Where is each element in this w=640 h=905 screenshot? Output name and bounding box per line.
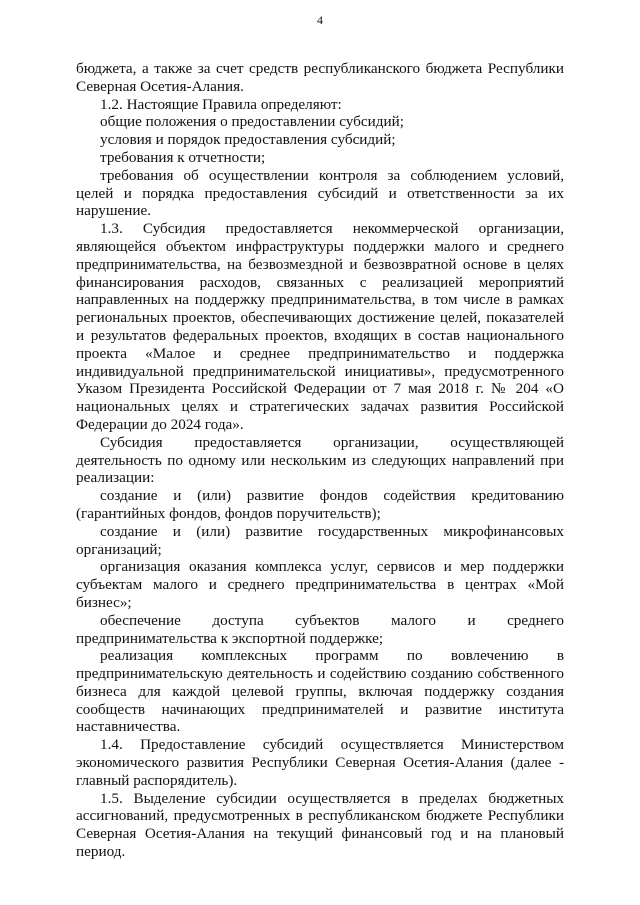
paragraph-1-5: 1.5. Выделение субсидии осуществляется в пределах бюджетных ассигнований, предусмотренных в республиканском бюджете Республики Северная Осетия-Алания на текущий финансовый год и на плановый период. [76,789,564,861]
list-item-export-support: обеспечение доступа субъектов малого и среднего предпринимательства к экспортной поддержке; [76,611,564,647]
paragraph-1-4: 1.4. Предоставление субсидий осуществляется Министерством экономического развития Республики Северная Осетия-Алания (далее - главный распорядитель). [76,736,564,789]
list-item-credit-funds: создание и (или) развитие фондов содействия кредитованию (гарантийных фондов, фондов поручительств); [76,487,564,522]
paragraph-directions-intro: Субсидия предоставляется организации, осуществляющей деятельность по одному или нескольким из следующих направлений при реализации: [76,433,564,487]
list-item-control: требования об осуществлении контроля за соблюдением условий, целей и порядка предоставления субсидий и ответственности за их нарушение. [76,166,564,220]
list-item-general-provisions: общие положения о предоставлении субсидий; [100,113,404,131]
paragraph-budget-continuation: бюджета, а также за счет средств республиканского бюджета Республики Северная Осетия-Алания. [76,60,564,95]
list-item-my-business-centers: организация оказания комплекса услуг, сервисов и мер поддержки субъектам малого и среднего предпринимательства в центрах «Мой бизнес»; [76,558,564,611]
page-number: 4 [317,13,323,27]
paragraph-1-3: 1.3. Субсидия предоставляется некоммерческой организации, являющейся объектом инфраструктуры поддержки малого и среднего предпринимательства, на безвозмездной и безвозвратной основе в целях финансирования расходов, связанных с реализацией мероприятий направленных на поддержку предпринимательства, в том числе в рамках региональных проектов, обеспечивающих достижение целей, показателей и результатов федеральных проектов, входящих в состав национального проекта «Малое и среднее предпринимательство и поддержка индивидуальной предпринимательской инициативы», предусмотренного Указом Президента Российской Федерации от 7 мая 2018 г. № 204 «О национальных целях и стратегических задачах развития Российской Федерации до 2024 года». [76,220,564,433]
paragraph-1-2: 1.2. Настоящие Правила определяют: [100,95,342,113]
document-body [76,60,564,861]
list-item-conditions: условия и порядок предоставления субсидий; [100,131,396,149]
list-item-reporting: требования к отчетности; [100,148,266,166]
list-item-complex-programs: реализация комплексных программ по вовлечению в предпринимательскую деятельность и содействию созданию собственного бизнеса для каждой целевой группы, включая поддержку создания сообществ начинающих предпринимателей и развитие института наставничества. [76,647,564,736]
list-item-microfinance: создание и (или) развитие государственных микрофинансовых организаций; [76,522,564,558]
